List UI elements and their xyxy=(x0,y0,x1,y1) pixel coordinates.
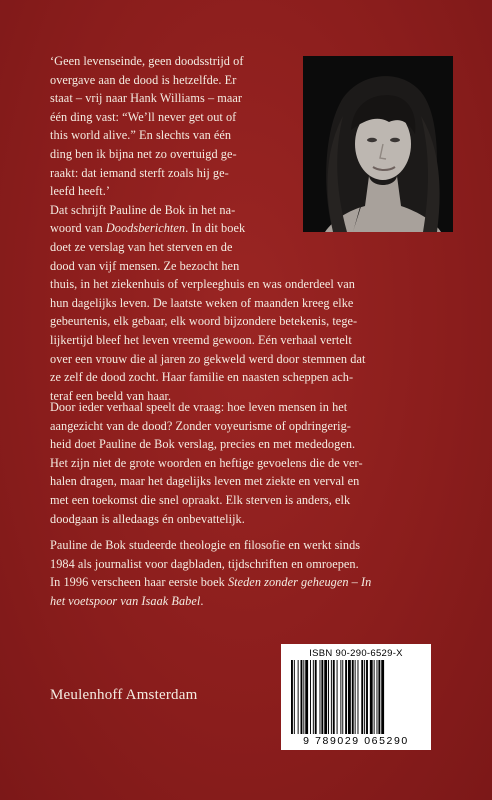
blurb-line: aangezicht van de dood? Zonder voyeurisme of opdringerig- xyxy=(50,418,351,433)
barcode-stripe xyxy=(374,660,375,734)
blurb-line: Door ieder verhaal speelt de vraag: hoe leven mensen in het xyxy=(50,400,348,414)
blurb-line: overgave aan de dood is hetzelfde. Er xyxy=(50,72,237,87)
blurb-line: met een toekomst die snel opraakt. Elk sterven is anders, elk xyxy=(50,492,351,507)
isbn-number: ISBN 90-290-6529-X xyxy=(309,648,403,659)
bio-text: . xyxy=(200,593,204,608)
bio-text: In 1996 verscheen haar eerste boek xyxy=(50,575,228,590)
blurb-line: leefd heeft.’ xyxy=(50,184,111,199)
blurb-line: Het zijn niet de grote woorden en heftige gevoelens die de ver- xyxy=(50,455,363,470)
blurb-line: over een vrouw die al jaren zo gekweld werd door stemmen dat xyxy=(50,351,366,366)
barcode-stripe xyxy=(348,660,351,734)
barcode-stripe xyxy=(324,660,327,734)
blurb-line: ze zelf de dood zocht. Haar familie en naasten scheppen ach- xyxy=(50,370,354,385)
bio-line: 1984 als journalist voor dagbladen, tijdschriften en omroepen. xyxy=(50,556,359,571)
blurb-line: staat – vrij naar Hank Williams – maar xyxy=(50,91,243,106)
barcode-stripe xyxy=(315,660,317,734)
barcode-stripe xyxy=(370,660,373,734)
barcode-stripe xyxy=(366,660,368,734)
blurb-line: dood van vijf mensen. Ze bezocht hen xyxy=(50,258,240,273)
barcode-stripe xyxy=(342,660,343,734)
blurb-line: this world alive.” En slechts van één xyxy=(50,128,232,143)
bio-line: Pauline de Bok studeerde theologie en filosofie en werkt sinds xyxy=(50,538,361,552)
blurb-line: één ding vast: “We’ll never get out of xyxy=(50,109,237,124)
blurb-paragraph-2 xyxy=(50,398,450,528)
blurb-line: thuis, in het ziekenhuis of verpleeghuis en was onderdeel van xyxy=(50,277,355,292)
barcode-stripe xyxy=(361,660,363,734)
book-title: Doodsberichten xyxy=(105,221,186,236)
blurb-line: teraf een beeld van haar. xyxy=(50,388,172,403)
blurb-text: . In dit boek xyxy=(185,221,246,236)
bio-line xyxy=(50,573,450,592)
barcode-stripe xyxy=(313,660,314,734)
barcode-stripe xyxy=(352,660,354,734)
barcode-stripe xyxy=(358,660,359,734)
barcode-stripe xyxy=(355,660,356,734)
barcode-stripe xyxy=(377,660,378,734)
barcode-stripe xyxy=(305,660,308,734)
barcode-stripe xyxy=(310,660,311,734)
ean-number: 9 789029 065290 xyxy=(303,735,409,747)
barcode-label xyxy=(281,644,431,750)
author-bio xyxy=(50,536,450,610)
barcode-stripe xyxy=(345,660,347,734)
blurb-line: Dat schrijft Pauline de Bok in het na- xyxy=(50,202,236,217)
barcode-stripe xyxy=(378,660,380,734)
bio-line xyxy=(50,592,450,611)
barcode-stripe xyxy=(291,660,293,734)
barcode-stripe xyxy=(331,660,332,734)
barcode-stripe xyxy=(340,660,341,734)
blurb-line: raakt: dat iemand sterft zoals hij ge- xyxy=(50,165,229,180)
first-book-title: Steden zonder geheugen – In xyxy=(227,575,372,590)
barcode-stripe xyxy=(301,660,303,734)
blurb-line: doet ze verslag van het sterven en de xyxy=(50,239,233,254)
blurb-line: hun dagelijks leven. De laatste weken of maanden kreeg elke xyxy=(50,295,354,310)
barcode-stripe xyxy=(294,660,295,734)
barcode-stripe xyxy=(337,660,338,734)
barcode-stripe xyxy=(320,660,321,734)
barcode-bars xyxy=(291,660,423,734)
first-book-subtitle: het voetspoor van Isaak Babel xyxy=(50,593,201,608)
blurb-line: doodgaan is alledaags én onbevattelijk. xyxy=(50,511,245,526)
barcode-stripe xyxy=(364,660,365,734)
blurb-line: ding ben ik bijna net zo overtuigd ge- xyxy=(50,146,237,161)
barcode-stripe xyxy=(303,660,304,734)
blurb-line xyxy=(50,219,450,238)
blurb-line: lijkertijd bleef het leven vreemd gewoon. Eén verhaal vertelt xyxy=(50,332,352,347)
barcode-stripe xyxy=(328,660,329,734)
blurb-paragraph-1 xyxy=(50,52,450,405)
blurb-text: woord van xyxy=(50,221,106,236)
publisher-name: Meulenhoff Amsterdam xyxy=(50,687,198,703)
blurb-line: gebeurtenis, elk gebaar, elk woord bijzondere betekenis, tege- xyxy=(50,314,358,329)
blurb-line: halen dragen, maar het dagelijks leven met ziekte en verval en xyxy=(50,474,360,489)
blurb-line: ‘Geen levenseinde, geen doodsstrijd of xyxy=(50,54,244,68)
barcode-stripe xyxy=(321,660,323,734)
blurb-line: heid doet Pauline de Bok verslag, precies en met mededogen. xyxy=(50,437,356,452)
barcode-stripe xyxy=(381,660,384,734)
barcode-stripe xyxy=(333,660,335,734)
barcode-stripe xyxy=(298,660,299,734)
